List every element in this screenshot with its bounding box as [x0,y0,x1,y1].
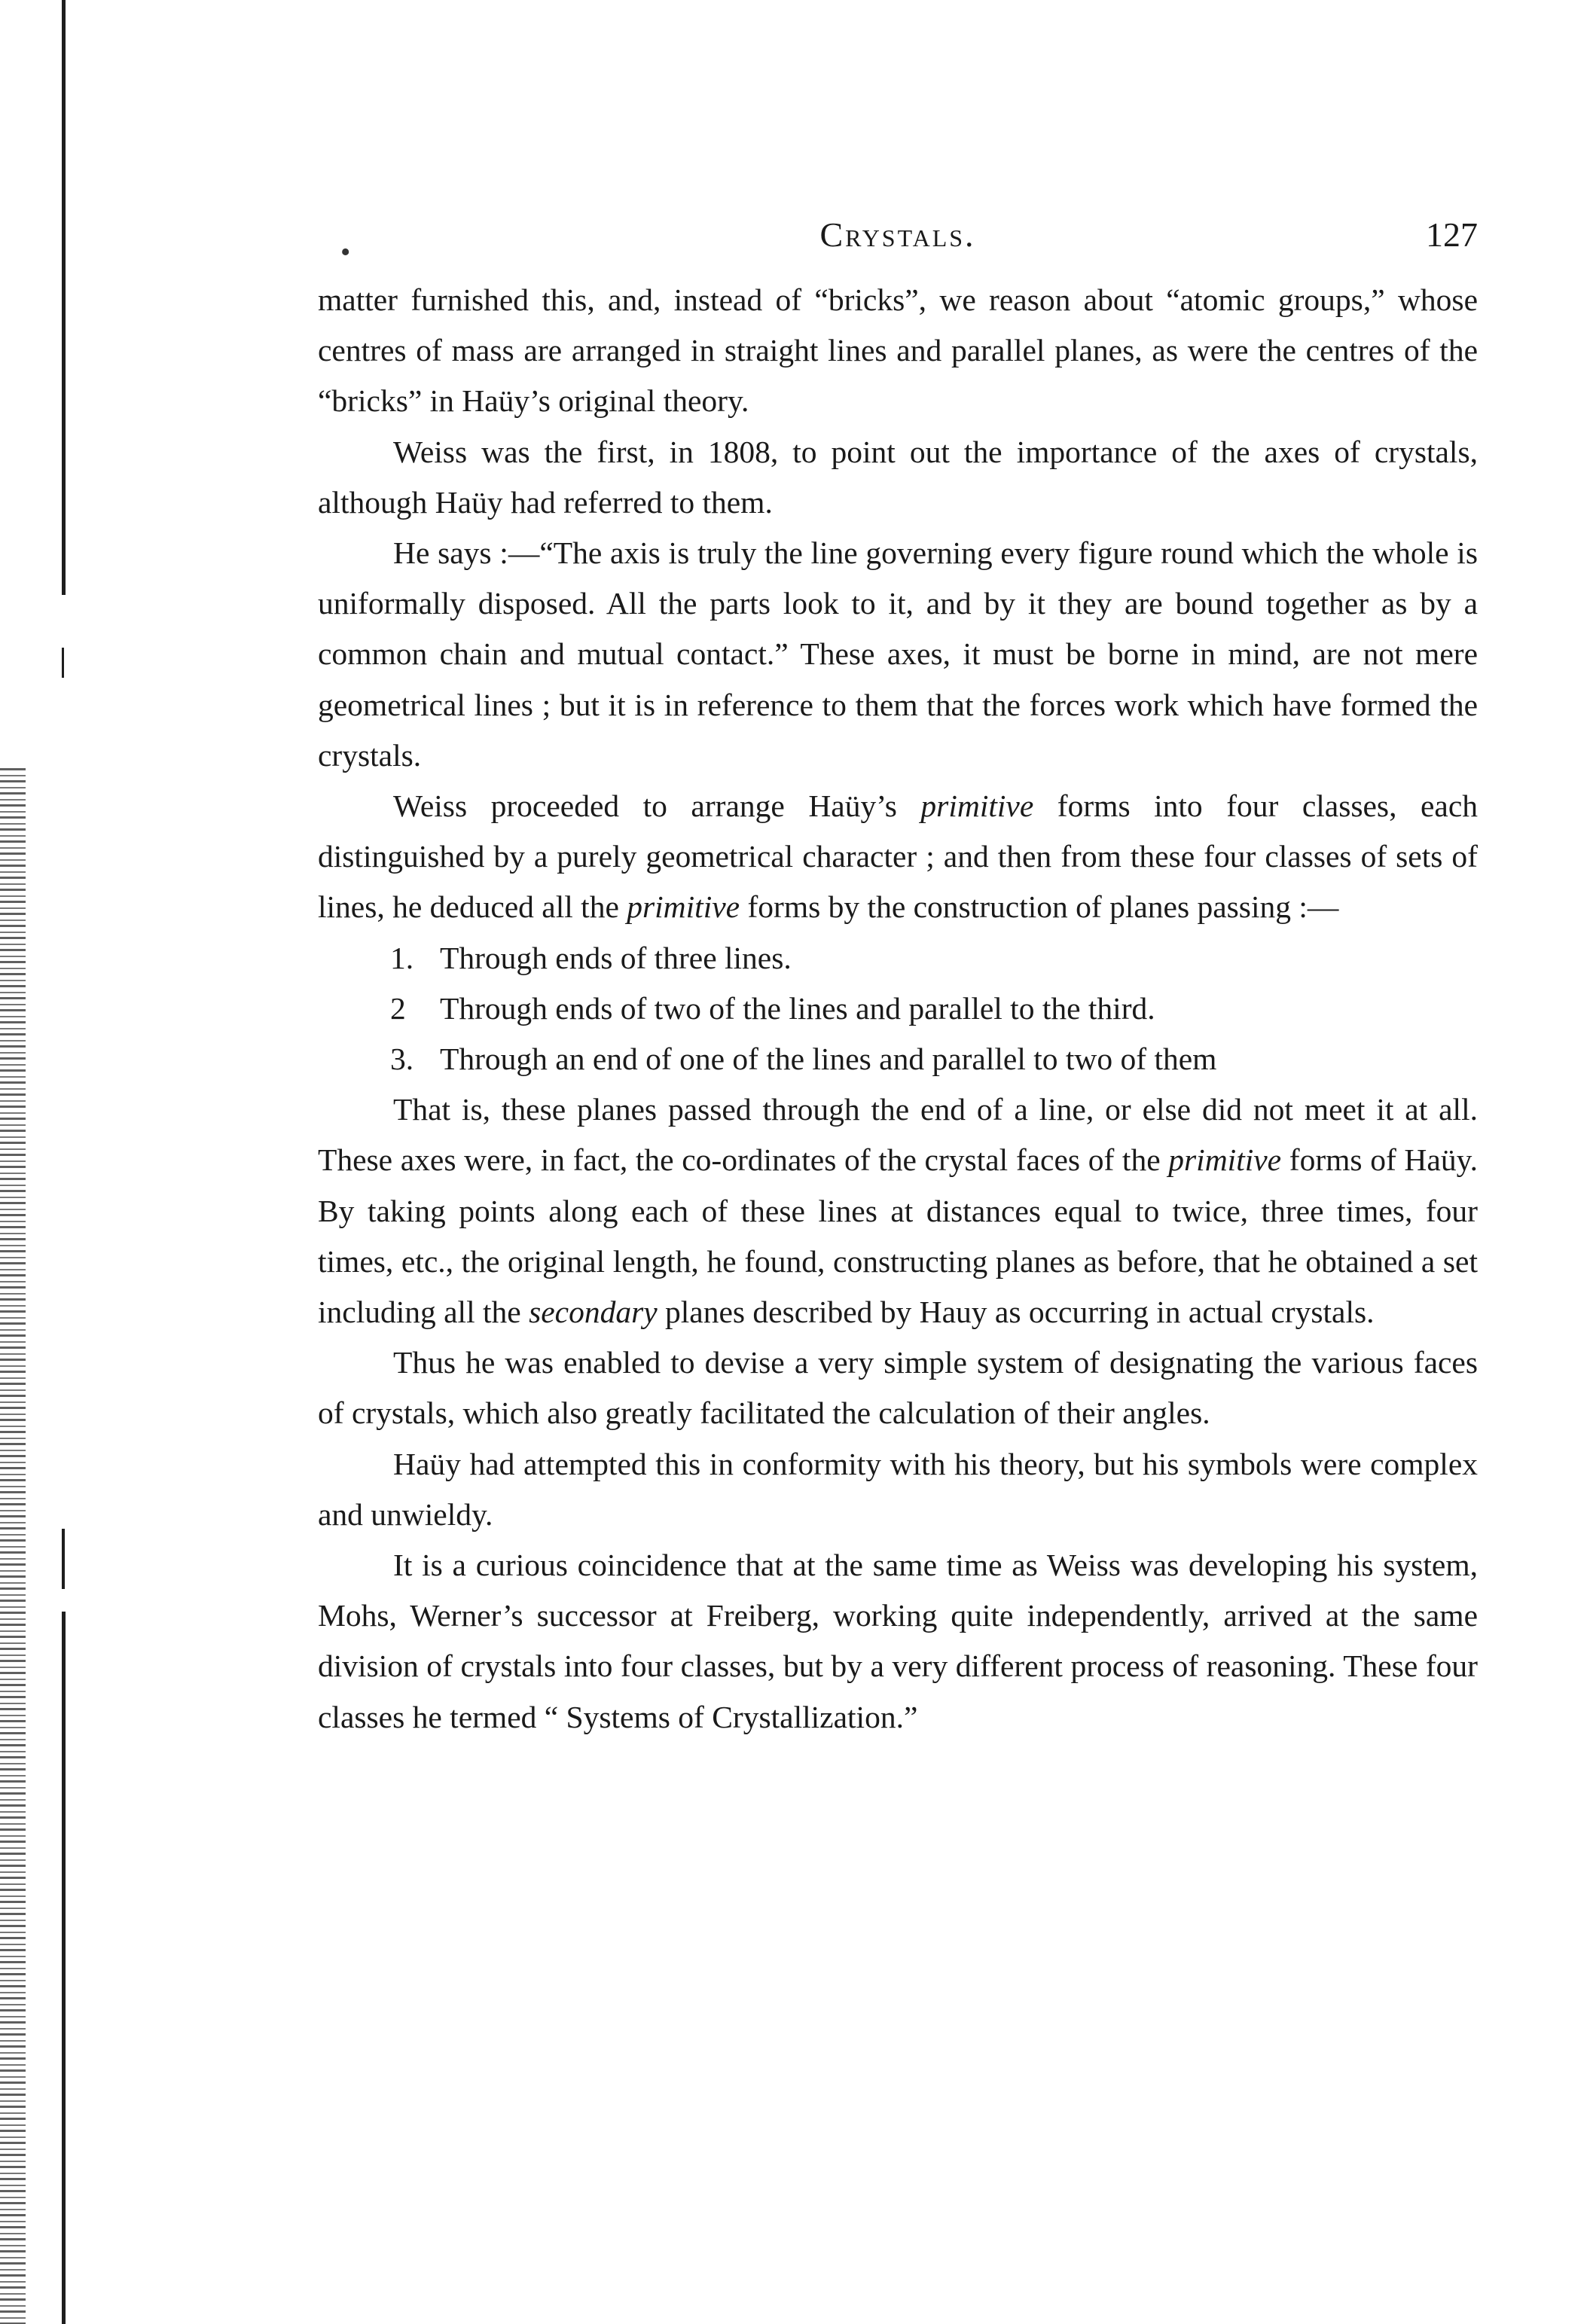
binding-rule-mid [62,648,64,678]
binding-rule-lower-a [62,1529,65,1589]
list-item [318,984,1478,1034]
binding-rule-upper [62,0,66,595]
italic-term: primitive [1168,1142,1282,1178]
italic-term: secondary [529,1295,658,1330]
paragraph [318,528,1478,781]
paragraph-text: Thus he was enabled to devise a very simple system of designating the various faces of crystals, which also greatly facilitated the calculation of their angles. [318,1345,1478,1431]
paragraph [318,1540,1478,1743]
paragraph [318,1084,1478,1337]
paragraph-text: forms by the construction of planes passing :— [740,889,1339,925]
paragraph-text: Weiss was the first, in 1808, to point out the importance of the axes of crystals, although Haüy had referred to them. [318,434,1478,520]
paragraph-text: It is a curious coincidence that at the same time as Weiss was developing his system, Mohs, Werner’s successor at Freiberg, working quite independently, arrived at the same division of crystals into four classes, but by a very different process of reasoning. These four classes he termed “ Systems of Crystallization.” [318,1548,1478,1734]
italic-term: primitive [920,788,1034,824]
paragraph-text: matter furnished this, and, instead of “bricks”, we reason about “atomic groups,” whose centres of mass are arranged in straight lines and parallel planes, as were the centres of the “bricks” in Haüy’s original theory. [318,282,1478,419]
list-item-number: 1. [390,940,414,975]
page-binding-edge [0,0,72,2324]
paragraph-text: forms of Haüy. By taking points along each of these lines at distances equal to twice, three times, four times, etc., the original length, he found, constructing planes as before, that he obtained a set including all the [318,1142,1479,1330]
paragraph [318,275,1478,427]
paragraph-text: forms into four classes, each distinguished by a purely geometrical character ; and then from these four classes of sets of lines, he deduced all the [318,788,1478,925]
paragraph [318,1439,1478,1540]
paragraph [318,1337,1478,1438]
list-item [318,933,1478,984]
paragraph-text: planes described by Hauy as occurring in actual crystals. [657,1295,1375,1330]
list-item [318,1034,1478,1084]
paragraph-text: Haüy had attempted this in conformity with his theory, but his symbols were complex and unwieldy. [318,1446,1478,1532]
numbered-list [318,933,1478,1085]
paragraph-group-before-list [318,275,1478,933]
header-marker: • [340,236,351,268]
binding-rule-lower-b [62,1612,66,2324]
paragraph-group-after-list [318,1084,1478,1743]
paragraph [318,781,1478,933]
paragraph [318,427,1478,528]
list-item-text: Through ends of two of the lines and parallel to the third. [440,990,1155,1026]
running-header [318,215,1478,275]
list-item-number: 3. [390,1042,414,1077]
page-body [318,275,1478,1743]
list-item-text: Through ends of three lines. [440,940,792,975]
italic-term: primitive [627,889,740,925]
binding-gutter-noise [0,768,26,2324]
page-number: 127 [1426,215,1478,254]
list-item-text: Through an end of one of the lines and parallel to two of them [440,1042,1217,1077]
running-title: Crystals. [819,215,976,254]
paragraph-text: That is, these planes passed through the end of a line, or else did not meet it at all. These axes were, in fact, the co-ordinates of the crystal faces of the [318,1092,1478,1178]
paragraph-text: He says :—“The axis is truly the line governing every figure round which the whole is uniformally disposed. All the parts look to it, and by it they are bound together as by a common chain and mutual contact.” These axes, it must be borne in mind, are not mere geometrical lines ; but it is in reference to them that the forces work which have formed the crystals. [318,535,1478,773]
book-page [318,215,1478,1743]
list-item-number: 2 [390,990,406,1026]
paragraph-text: Weiss proceeded to arrange Haüy’s [393,788,921,824]
